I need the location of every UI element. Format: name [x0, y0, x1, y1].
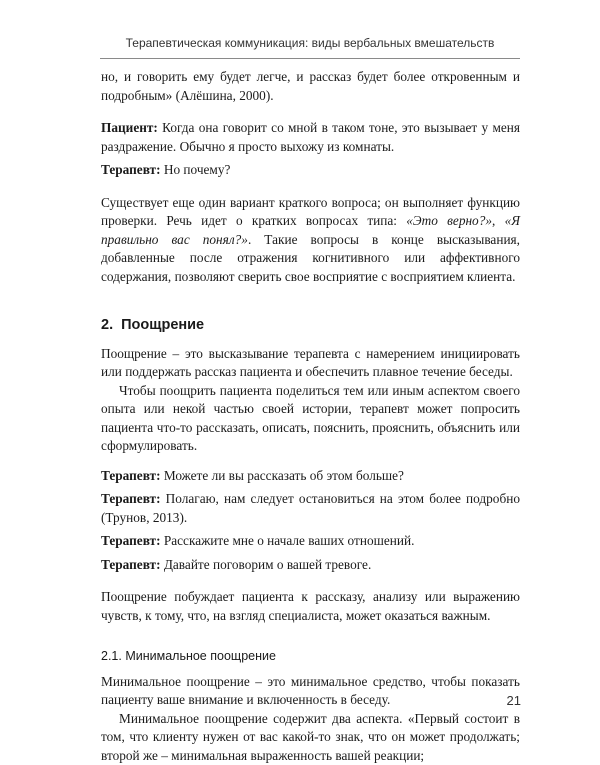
- speaker-label: Терапевт:: [101, 162, 161, 177]
- dialog-line: [101, 161, 520, 180]
- section-number: 2.: [101, 317, 113, 333]
- utterance: Можете ли вы рассказать об этом больше?: [161, 468, 404, 483]
- utterance: Полагаю, нам следует остановиться на этом более подробно (Трунов, 2013).: [101, 491, 520, 525]
- header-divider: [100, 58, 520, 59]
- short-question-paragraph: [101, 194, 520, 287]
- summary-paragraph: Поощрение побуждает пациента к рассказу, анализу или выражению чувств, к тому, что, на взгляд специалиста, может оказаться важным.: [101, 588, 520, 625]
- utterance: Расскажите мне о начале ваших отношений.: [161, 533, 415, 548]
- intro-paragraph: но, и говорить ему будет легче, и рассказ будет более откровенным и подробным» (Алёшина, 2000).: [101, 68, 520, 105]
- example-question-1: «Это верно?»: [406, 213, 492, 228]
- dialog-line: [101, 490, 520, 527]
- section-paragraph: Чтобы поощрить пациента поделиться тем или иным аспектом своего опыта или некой частью своей истории, терапевт может попросить пациента что-то рассказать, описать, пояснить, прояснить, объяснить или сформулировать.: [101, 382, 520, 456]
- text-run: Существует еще один вариант краткого вопроса; он выполняет функцию проверки. Речь идет о кратких вопросах типа:: [101, 195, 520, 229]
- page-number: 21: [461, 693, 521, 708]
- text-run: . Такие вопросы в конце высказывания, добавленные после отражения когнитивного или аффективного содержания, позволяют сверить свое восприятие с восприятием клиента.: [101, 232, 520, 284]
- speaker-label: Терапевт:: [101, 468, 161, 483]
- dialog-line: [101, 556, 520, 575]
- speaker-label: Пациент:: [101, 120, 158, 135]
- section-paragraph: Поощрение – это высказывание терапевта с намерением инициировать или поддержать рассказ пациента и обеспечить плавное течение беседы.: [101, 345, 520, 382]
- dialog-line: [101, 119, 520, 156]
- dialog-line: [101, 467, 520, 486]
- dialog-line: [101, 532, 520, 551]
- subsection-heading: 2.1. Минимальное поощрение: [101, 647, 520, 666]
- running-header: Терапевтическая коммуникация: виды вербальных вмешательств: [100, 36, 520, 50]
- speaker-label: Терапевт:: [101, 533, 161, 548]
- utterance: Когда она говорит со мной в таком тоне, это вызывает у меня раздражение. Обычно я просто выхожу из комнаты.: [101, 120, 520, 154]
- dialog-block-1: [101, 119, 520, 180]
- utterance: Но почему?: [161, 162, 231, 177]
- subsection-paragraph: Минимальное поощрение содержит два аспекта. «Первый состоит в том, что клиенту нужен от вас какой-то знак, что он может продолжать; второй же – минимальная выраженность вашей реакции;: [101, 710, 520, 765]
- speaker-label: Терапевт:: [101, 491, 161, 506]
- page-body: [101, 68, 520, 765]
- dialog-block-2: [101, 467, 520, 575]
- section-title: Поощрение: [121, 317, 204, 333]
- section-heading: [101, 316, 520, 335]
- utterance: Давайте поговорим о вашей тревоге.: [161, 557, 372, 572]
- speaker-label: Терапевт:: [101, 557, 161, 572]
- example-question-2: «Я правильно вас понял?»: [101, 213, 520, 247]
- text-run: ,: [492, 213, 505, 228]
- subsection-paragraph: Минимальное поощрение – это минимальное средство, чтобы показать пациенту ваше внимание и включенность в беседу.: [101, 673, 520, 710]
